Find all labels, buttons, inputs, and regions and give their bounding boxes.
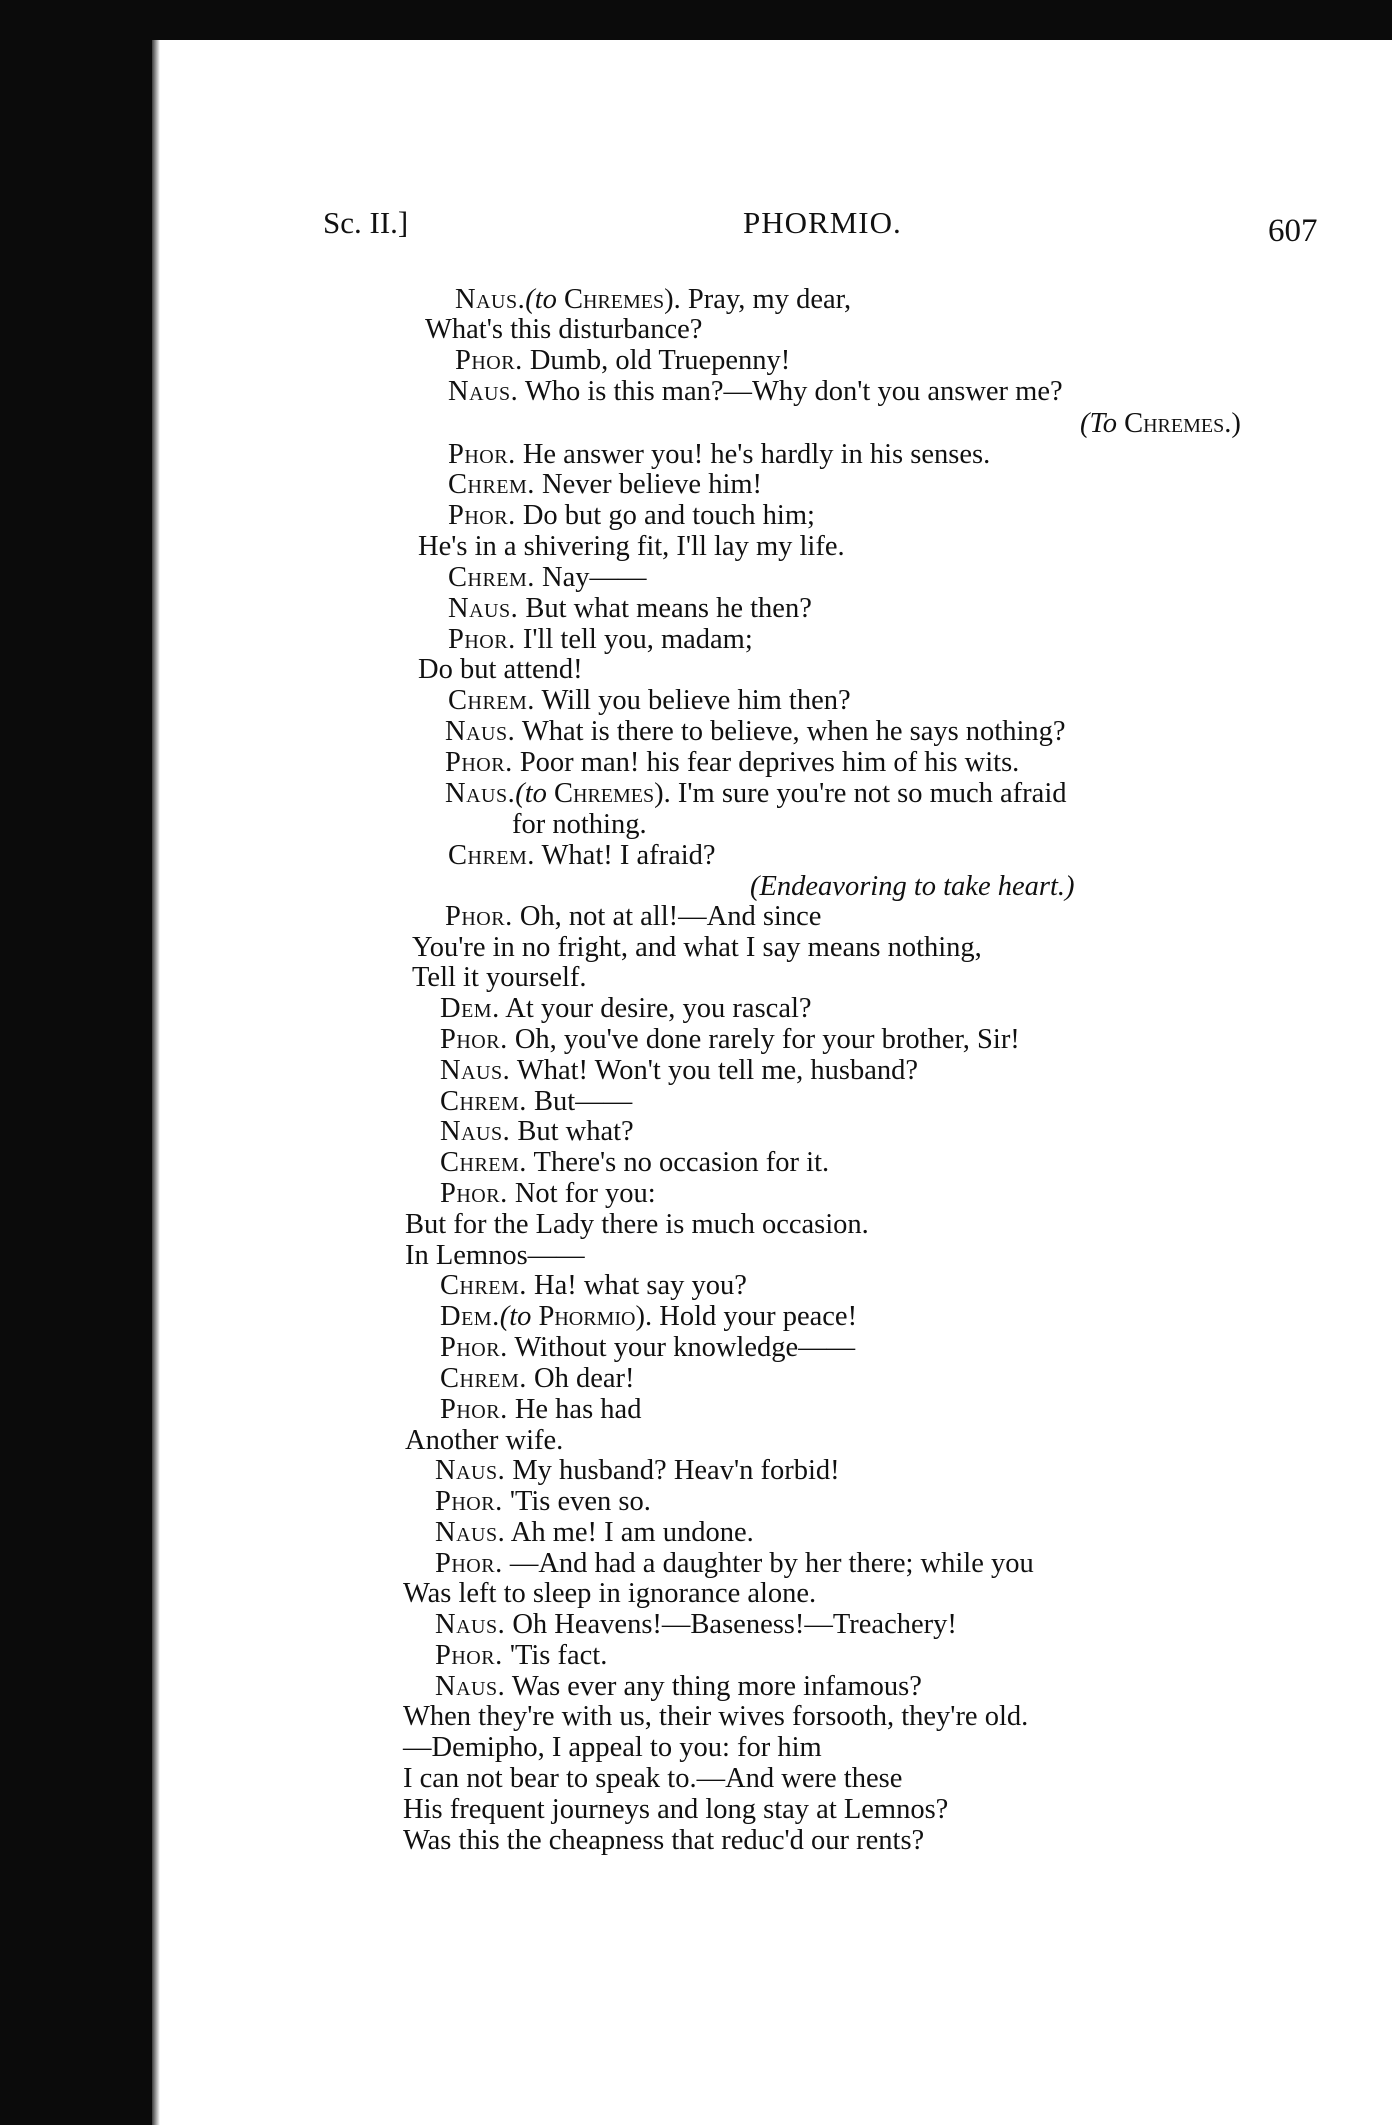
speaker-name: Naus. (445, 778, 516, 809)
text-line (448, 563, 647, 593)
speaker-name: Chrem. (440, 1363, 527, 1394)
text-line (750, 872, 1075, 902)
text-line (435, 1641, 607, 1671)
text-line (440, 1333, 855, 1363)
speaker-name: Phor. (440, 1178, 508, 1209)
text-line (412, 963, 587, 993)
text-line (440, 1087, 632, 1117)
dialogue-text: Ah me! I am undone. (505, 1517, 754, 1548)
dialogue-text: Oh dear! (526, 1363, 635, 1394)
dialogue-text: I'm sure you're not so much afraid (670, 778, 1067, 809)
dialogue-text: Who is this man?—Why don't you answer me? (518, 376, 1063, 407)
scan-top-border (0, 0, 1392, 40)
dialogue-text: But what? (510, 1116, 634, 1147)
scan-left-border (0, 40, 152, 2125)
speaker-name: Chrem. (448, 562, 535, 593)
text-line (440, 1271, 747, 1301)
dialogue-text: Pray, my dear, (680, 284, 852, 315)
speaker-name: Naus. (440, 1116, 511, 1147)
text-line (448, 625, 753, 655)
dialogue-text: I'll tell you, madam; (515, 624, 753, 655)
dialogue-text: Oh, not at all!—And since (512, 901, 822, 932)
dialogue-text: What is there to believe, when he says nothing? (515, 716, 1066, 747)
speaker-name: Dem. (440, 1301, 500, 1332)
dialogue-text: When they're with us, their wives forsooth, they're old. (403, 1701, 1029, 1732)
text-line (435, 1610, 957, 1640)
stage-direction-name: Chremes (554, 778, 655, 809)
dialogue-text: He's in a shivering fit, I'll lay my life. (418, 531, 845, 562)
stage-direction-name: Chremes. (1124, 408, 1232, 439)
text-line (455, 285, 851, 315)
dialogue-text: Will you believe him then? (534, 685, 851, 716)
dialogue-text: At your desire, you rascal? (499, 993, 812, 1024)
speaker-name: Naus. (440, 1055, 511, 1086)
page-number: 607 (1268, 213, 1318, 249)
dialogue-text: Never believe him! (534, 469, 763, 500)
stage-direction: (To (1080, 408, 1125, 439)
text-line (448, 594, 812, 624)
speaker-name: Phor. (435, 1548, 503, 1579)
text-line (403, 1733, 822, 1763)
text-line (403, 1702, 1028, 1732)
dialogue-text: What! Won't you tell me, husband? (510, 1055, 919, 1086)
dialogue-text: He has had (507, 1394, 642, 1425)
text-line (440, 1302, 857, 1332)
speaker-name: Phor. (435, 1486, 503, 1517)
speaker-name: Phor. (445, 747, 513, 778)
dialogue-text: 'Tis even so. (502, 1486, 651, 1517)
speaker-name: Phor. (448, 624, 516, 655)
dialogue-text: Was this the cheapness that reduc'd our rents? (403, 1825, 925, 1856)
text-line (405, 1241, 585, 1271)
section-label: Sc. II.] (323, 205, 409, 240)
text-line (440, 1148, 829, 1178)
speaker-name: Naus. (435, 1609, 506, 1640)
stage-direction-name: Chremes (564, 284, 665, 315)
text-line (412, 933, 982, 963)
text-line (448, 501, 815, 531)
dialogue-text: Dumb, old Truepenny! (522, 345, 791, 376)
text-line (435, 1549, 1034, 1579)
dialogue-text: His frequent journeys and long stay at Lemnos? (403, 1794, 949, 1825)
text-line (448, 440, 990, 470)
text-line (403, 1579, 816, 1609)
dialogue-text: Do but attend! (418, 654, 583, 685)
speaker-name: Phor. (440, 1024, 508, 1055)
speaker-name: Chrem. (448, 840, 535, 871)
text-line (440, 1056, 918, 1086)
text-line (440, 994, 812, 1024)
speaker-name: Naus. (448, 593, 519, 624)
text-line (440, 1364, 635, 1394)
text-line (435, 1487, 651, 1517)
dialogue-text: 'Tis fact. (502, 1640, 608, 1671)
dialogue-text: Oh Heavens!—Baseness!—Treachery! (505, 1609, 957, 1640)
dialogue-text: Without your knowledge—— (507, 1332, 856, 1363)
speaker-name: Chrem. (440, 1086, 527, 1117)
text-line (455, 346, 790, 376)
dialogue-text: What! I afraid? (534, 840, 716, 871)
text-line (418, 655, 583, 685)
text-line (445, 717, 1066, 747)
dialogue-text: But what means he then? (518, 593, 812, 624)
speaker-name: Naus. (435, 1517, 506, 1548)
stage-direction-close: ). (635, 1301, 653, 1332)
stage-direction-close: ). (654, 778, 671, 809)
text-line (435, 1672, 922, 1702)
text-line (448, 377, 1063, 407)
text-line (445, 902, 821, 932)
speaker-name: Naus. (455, 284, 526, 315)
speaker-name: Phor. (440, 1332, 508, 1363)
dialogue-text: —And had a daughter by her there; while you (502, 1548, 1034, 1579)
speaker-name: Naus. (445, 716, 516, 747)
text-line (418, 532, 845, 562)
text-line (405, 1426, 563, 1456)
text-line (448, 686, 851, 716)
stage-direction-close: ). (664, 284, 681, 315)
dialogue-text: Hold your peace! (652, 1301, 858, 1332)
text-line (448, 841, 716, 871)
speaker-name: Naus. (435, 1455, 506, 1486)
dialogue-text: Do but go and touch him; (515, 500, 815, 531)
text-line (440, 1117, 634, 1147)
text-line (445, 779, 1066, 809)
speaker-name: Phor. (448, 439, 516, 470)
text-line (435, 1518, 754, 1548)
stage-direction: (to (525, 284, 565, 315)
dialogue-text: He answer you! he's hardly in his senses. (515, 439, 991, 470)
dialogue-text: My husband? Heav'n forbid! (505, 1455, 840, 1486)
speaker-name: Chrem. (448, 685, 535, 716)
dialogue-text: Ha! what say you? (526, 1270, 747, 1301)
text-line (403, 1795, 948, 1825)
dialogue-text: In Lemnos—— (405, 1240, 585, 1271)
stage-direction: (to (515, 778, 555, 809)
speaker-name: Dem. (440, 993, 500, 1024)
dialogue-text: Oh, you've done rarely for your brother, Sir! (507, 1024, 1020, 1055)
stage-direction-close: ) (1231, 408, 1241, 439)
stage-direction-name: Phormio (538, 1301, 636, 1332)
text-line (440, 1395, 641, 1425)
text-line (445, 748, 1019, 778)
dialogue-text: I can not bear to speak to.—And were these (403, 1763, 903, 1794)
page-header (323, 205, 1323, 255)
dialogue-text: Was left to sleep in ignorance alone. (403, 1578, 817, 1609)
text-line (1080, 409, 1241, 439)
dialogue-text: Poor man! his fear deprives him of his wits. (512, 747, 1020, 778)
running-title: PHORMIO. (743, 205, 902, 240)
speaker-name: Phor. (440, 1394, 508, 1425)
dialogue-text: Nay—— (534, 562, 647, 593)
speaker-name: Chrem. (440, 1147, 527, 1178)
text-line (405, 1210, 869, 1240)
dialogue-text: for nothing. (512, 809, 647, 840)
dialogue-text: Was ever any thing more infamous? (505, 1671, 922, 1702)
speaker-name: Naus. (448, 376, 519, 407)
stage-direction: (to (499, 1301, 539, 1332)
text-line (440, 1179, 656, 1209)
text-line (425, 315, 702, 345)
dialogue-text: You're in no fright, and what I say means nothing, (412, 932, 982, 963)
dialogue-text: What's this disturbance? (425, 314, 703, 345)
dialogue-text: But for the Lady there is much occasion. (405, 1209, 869, 1240)
text-line (435, 1456, 840, 1486)
speaker-name: Chrem. (448, 469, 535, 500)
dialogue-text: Tell it yourself. (412, 962, 587, 993)
dialogue-text: —Demipho, I appeal to you: for him (403, 1732, 822, 1763)
speaker-name: Naus. (435, 1671, 506, 1702)
speaker-name: Phor. (448, 500, 516, 531)
dialogue-text: But—— (526, 1086, 633, 1117)
text-line (403, 1826, 924, 1856)
speaker-name: Chrem. (440, 1270, 527, 1301)
text-line (440, 1025, 1020, 1055)
text-line (403, 1764, 902, 1794)
dialogue-text: There's no occasion for it. (526, 1147, 830, 1178)
speaker-name: Phor. (455, 345, 523, 376)
stage-direction: (Endeavoring to take heart.) (750, 871, 1075, 902)
text-line (512, 810, 647, 840)
dialogue-text: Another wife. (405, 1425, 564, 1456)
text-line (448, 470, 762, 500)
dialogue-text: Not for you: (507, 1178, 656, 1209)
speaker-name: Phor. (435, 1640, 503, 1671)
speaker-name: Phor. (445, 901, 513, 932)
